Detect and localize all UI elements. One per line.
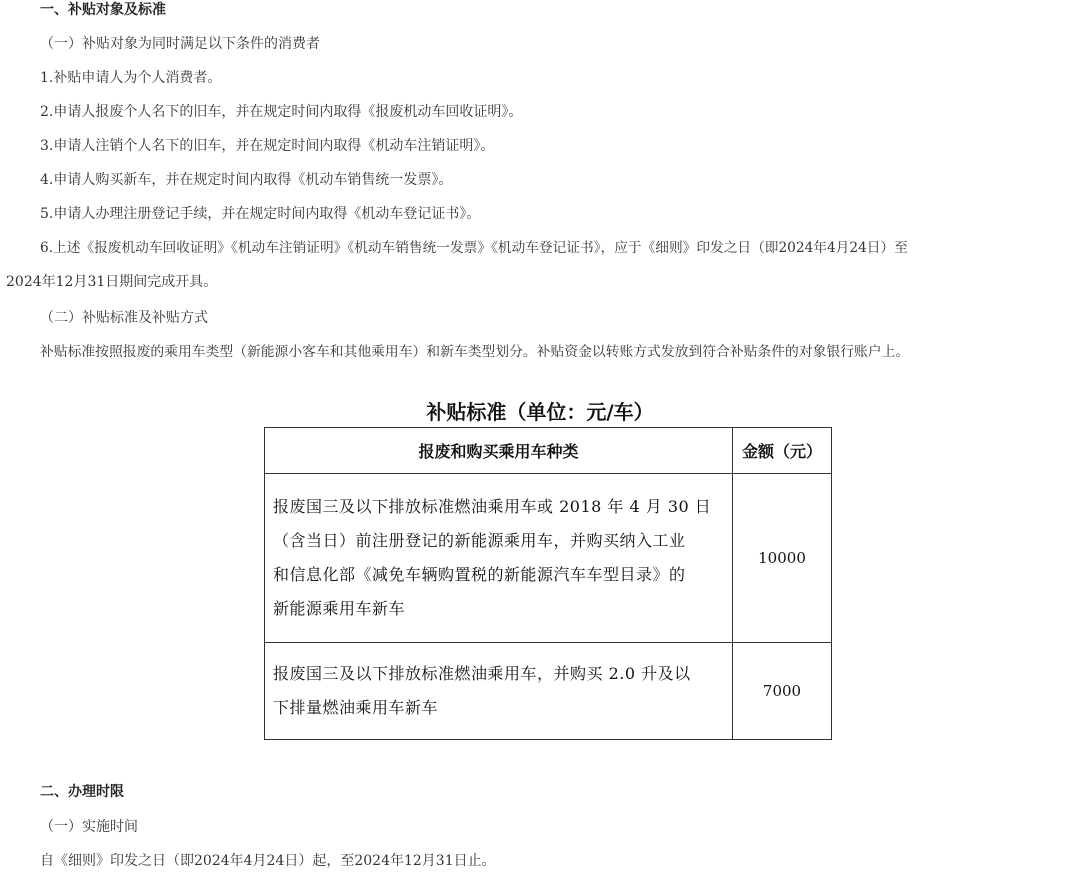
criteria-item-3: 3.申请人注销个人名下的旧车，并在规定时间内取得《机动车注销证明》。 bbox=[40, 138, 495, 154]
implementation-period-text: 自《细则》印发之日（即2024年4月24日）起，至2024年12月31日止。 bbox=[40, 853, 496, 869]
table-header-row bbox=[265, 428, 832, 474]
criteria-item-5: 5.申请人办理注册登记手续，并在规定时间内取得《机动车登记证书》。 bbox=[40, 206, 481, 222]
table-cell-description bbox=[265, 643, 733, 740]
header-vehicle-type: 报废和购买乘用车种类 bbox=[265, 428, 733, 474]
table-row bbox=[265, 474, 832, 643]
section-1-subtitle-2: （二）补贴标准及补贴方式 bbox=[40, 310, 208, 326]
description-line: 下排量燃油乘用车新车 bbox=[273, 698, 439, 717]
description-line: （含当日）前注册登记的新能源乘用车，并购买纳入工业 bbox=[273, 531, 686, 550]
header-amount: 金额（元） bbox=[733, 428, 832, 474]
description-line: 新能源乘用车新车 bbox=[273, 599, 406, 618]
section-1-subtitle-1: （一）补贴对象为同时满足以下条件的消费者 bbox=[40, 36, 320, 52]
criteria-item-6-continued: 2024年12月31日期间完成开具。 bbox=[6, 274, 218, 290]
section-1-title: 一、补贴对象及标准 bbox=[40, 2, 166, 18]
table-cell-amount: 10000 bbox=[733, 474, 832, 643]
section-2-subtitle-1: （一）实施时间 bbox=[40, 819, 138, 835]
description-line: 和信息化部《减免车辆购置税的新能源汽车车型目录》的 bbox=[273, 565, 686, 584]
subsidy-standard-table bbox=[264, 427, 832, 740]
subsidy-method-text: 补贴标准按照报废的乘用车类型（新能源小客车和其他乘用车）和新车类型划分。补贴资金以转账方式发放到符合补贴条件的对象银行账户上。 bbox=[40, 344, 910, 360]
section-2-title: 二、办理时限 bbox=[40, 784, 124, 800]
criteria-item-2: 2.申请人报废个人名下的旧车，并在规定时间内取得《报废机动车回收证明》。 bbox=[40, 104, 523, 120]
table-cell-description bbox=[265, 474, 733, 643]
table-title: 补贴标准（单位：元/车） bbox=[426, 400, 654, 424]
table-cell-amount: 7000 bbox=[733, 643, 832, 740]
table-row bbox=[265, 643, 832, 740]
description-line: 报废国三及以下排放标准燃油乘用车，并购买 2.0 升及以 bbox=[273, 664, 691, 683]
criteria-item-4: 4.申请人购买新车，并在规定时间内取得《机动车销售统一发票》。 bbox=[40, 172, 453, 188]
criteria-item-1: 1.补贴申请人为个人消费者。 bbox=[40, 70, 222, 86]
description-line: 报废国三及以下排放标准燃油乘用车或 2018 年 4 月 30 日 bbox=[273, 497, 712, 516]
criteria-item-6: 6.上述《报废机动车回收证明》《机动车注销证明》《机动车销售统一发票》《机动车登记证书》，应于《细则》印发之日（即2024年4月24日）至 bbox=[40, 240, 908, 256]
